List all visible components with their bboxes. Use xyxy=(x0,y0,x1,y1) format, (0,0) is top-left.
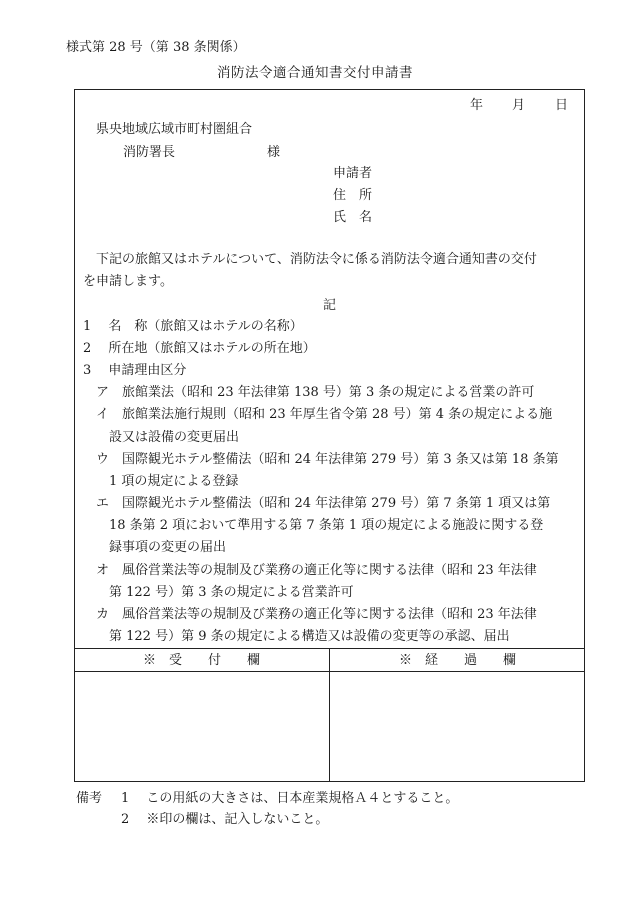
reason-o-line1: オ 風俗営業法等の規制及び業務の適正化等に関する法律（昭和 23 年法律 xyxy=(96,563,537,578)
reason-e-line3: 録事項の変更の届出 xyxy=(109,540,227,555)
progress-entry-cell[interactable] xyxy=(330,672,584,781)
reason-ka-line1: カ 風俗営業法等の規制及び業務の適正化等に関する法律（昭和 23 年法律 xyxy=(96,607,537,622)
date-year: 年 xyxy=(470,98,484,113)
reason-i-line1: イ 旅館業法施行規則（昭和 23 年厚生省令第 28 号）第 4 条の規定による施 xyxy=(96,407,553,422)
reception-entry-cell[interactable] xyxy=(75,672,329,781)
addressee-honorific: 様 xyxy=(267,145,281,160)
remarks-label: 備考 xyxy=(76,791,103,806)
applicant-name-label: 氏 名 xyxy=(333,210,373,225)
reason-u-line2: 1 項の規定による登録 xyxy=(109,474,239,489)
reason-i-line2: 設又は設備の変更届出 xyxy=(109,430,240,445)
addressee-organization: 県央地域広域市町村圏組合 xyxy=(96,122,253,137)
item-location: 2 所在地（旅館又はホテルの所在地） xyxy=(83,341,316,356)
reason-ka-line2: 第 122 号）第 9 条の規定による構造又は設備の変更等の承認、届出 xyxy=(109,629,510,644)
item-name: 1 名 称（旅館又はホテルの名称） xyxy=(83,319,303,334)
progress-column-header: ※ 経 過 欄 xyxy=(398,653,516,668)
reason-o-line2: 第 122 号）第 3 条の規定による営業許可 xyxy=(109,585,354,600)
applicant-address-label: 住 所 xyxy=(333,188,373,203)
date-month: 月 xyxy=(512,98,526,113)
reason-e-line2: 18 条第 2 項において準用する第 7 条第 1 項の規定による施設に関する登 xyxy=(109,518,544,533)
remarks-note-2: 2 ※印の欄は、記入しないこと。 xyxy=(121,812,329,827)
ki-heading: 記 xyxy=(323,298,337,313)
applicant-label: 申請者 xyxy=(333,166,373,181)
reason-u-line1: ウ 国際観光ホテル整備法（昭和 24 年法律第 279 号）第 3 条又は第 18 条第 xyxy=(96,452,559,467)
reason-e-line1: エ 国際観光ホテル整備法（昭和 24 年法律第 279 号）第 7 条第 1 項又は第 xyxy=(96,496,551,511)
document-title: 消防法令適合通知書交付申請書 xyxy=(217,65,413,81)
form-number: 様式第 28 号（第 38 条関係） xyxy=(66,40,246,55)
reason-a: ア 旅館業法（昭和 23 年法律第 138 号）第 3 条の規定による営業の許可 xyxy=(96,385,535,400)
addressee-chief: 消防署長 xyxy=(123,145,176,160)
date-day: 日 xyxy=(555,98,569,113)
remarks-note-1: 1 この用紙の大きさは、日本産業規格Ａ４とすること。 xyxy=(121,791,459,806)
item-reason-category: 3 申請理由区分 xyxy=(83,363,187,378)
intro-text-line1: 下記の旅館又はホテルについて、消防法令に係る消防法令適合通知書の交付 xyxy=(96,252,537,267)
reception-column-header: ※ 受 付 欄 xyxy=(142,653,260,668)
intro-text-line2: を申請します。 xyxy=(83,274,173,289)
